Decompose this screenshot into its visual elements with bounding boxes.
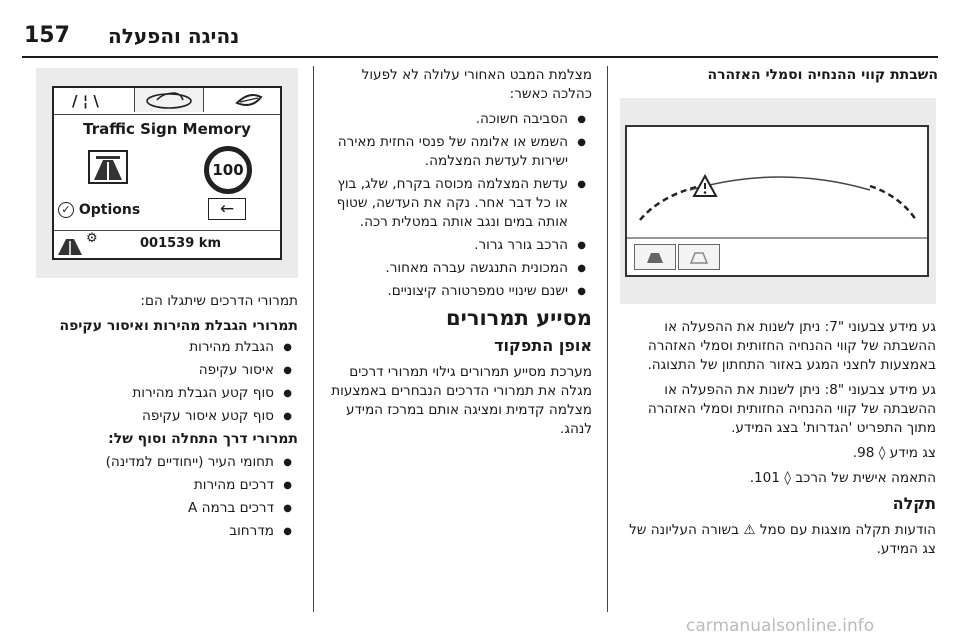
middle-column xyxy=(326,66,592,445)
right-column-body xyxy=(620,318,936,565)
eco-leaf-icon xyxy=(234,91,264,111)
list-item: ● סוף קטע הגבלת מהירות xyxy=(36,384,298,403)
divider-left xyxy=(313,66,314,612)
list-item: ● השמש או אלומה של פנסי החזית מאירה ישירות לעדשת המצלמה. xyxy=(326,133,592,171)
options-button[interactable] xyxy=(58,202,140,222)
subsection-title: אופן התפקוד xyxy=(494,336,592,355)
watermark: carmanualsonline.info xyxy=(686,616,875,636)
list-item: ● דרכים מהירות xyxy=(36,476,298,495)
highway-sign-icon xyxy=(88,150,128,184)
car-guideline-icon xyxy=(635,245,675,269)
bottom-bar xyxy=(54,230,280,259)
paragraph: גע מידע צבעוני "7: ניתן לשנות את ההפעלה או ההשבתה של קווי ההנחיה החזותית וסמלי האזהרה באמצעות לחצני המגע באזור התחתון של התצוגה. xyxy=(647,319,936,373)
left-subhead-1: תמרורי הגבלת מהירות ואיסור עקיפה xyxy=(59,318,298,334)
fault-heading: תקלה xyxy=(892,494,936,513)
divider-right xyxy=(607,66,608,612)
check-circle-icon: ✓ xyxy=(58,202,74,218)
back-arrow-icon: ← xyxy=(219,199,235,219)
car-guideline-off-icon xyxy=(679,245,719,269)
list-item: ● עדשת המצלמה מכוסה בקרח, שלג, בוץ או כל דבר אחר. נקה את העדשה, שטוף אותה במים ונגב אותה במטלית רכה. xyxy=(326,175,592,232)
right-column-heading: השבתת קווי ההנחיה וסמלי האזהרה xyxy=(707,67,938,83)
cross-reference: התאמה אישית של הרכב ◊ 101. xyxy=(749,470,936,486)
camera-image xyxy=(620,98,936,304)
left-intro: תמרורי הדרכים שיתגלו הם: xyxy=(140,293,298,309)
cross-reference: צג מידע ◊ 98. xyxy=(852,445,936,461)
list-item: ● הגבלת מהירות xyxy=(36,338,298,357)
camera-screen xyxy=(620,98,936,304)
display-title: Traffic Sign Memory xyxy=(83,120,251,138)
list-item: ● סוף קטע איסור עקיפה xyxy=(36,407,298,426)
paragraph: גע מידע צבעוני "8: ניתן לשנות את ההפעלה או ההשבתה של קווי ההנחיה החזותית וסמלי האזהרה מתוך התפריט 'הגדרות' בצג המידע. xyxy=(647,382,936,436)
sign-list-2 xyxy=(36,453,298,541)
list-item: ● מדרחוב xyxy=(36,522,298,541)
warning-triangle-icon xyxy=(692,174,718,198)
list-item: ● הסביבה חשוכה. xyxy=(326,110,592,129)
odometer-value: 001539 km xyxy=(140,236,221,251)
list-item: ● המכונית התנגשה עברה מאחור. xyxy=(326,259,592,278)
options-label: Options xyxy=(78,202,141,218)
list-item: ● דרכים ברמה A xyxy=(36,499,298,518)
page-number: 157 xyxy=(24,23,70,48)
sign-list-1 xyxy=(36,338,298,426)
top-icon-bar xyxy=(54,88,280,115)
display-image xyxy=(36,68,298,278)
speed-limit-sign xyxy=(204,146,252,194)
car-tab[interactable] xyxy=(134,88,204,112)
section-body: מערכת מסייע תמרורים גילוי תמרורי דרכים מגלה את תמרורי הדרכים הנבחרים באמצעות מצלמה קדמית ומציגה אותם במרכז המידע לנהג. xyxy=(331,364,592,437)
left-column-body xyxy=(36,292,298,545)
left-subhead-2: תמרורי דרך התחלה וסוף של: xyxy=(108,431,298,447)
middle-intro: מצלמת המבט האחורי עלולה לא לפעול כהלכה כאשר: xyxy=(361,67,592,102)
guideline-off-button[interactable] xyxy=(678,244,720,270)
fault-text: הודעות תקלה מוצגות עם סמל ⚠ בשורה העליונה של צג המידע. xyxy=(629,522,936,557)
section-title: מסייע תמרורים xyxy=(446,306,592,330)
list-item: ● תחומי העיר (ייחודיים למדינה) xyxy=(36,453,298,472)
speed-limit-value: 100 xyxy=(212,161,244,179)
guideline-button[interactable] xyxy=(634,244,676,270)
gear-icon: ⚙ xyxy=(86,231,98,246)
chapter-title: נהיגה והפעלה xyxy=(108,24,240,48)
highway-mini-icon xyxy=(56,233,84,257)
right-column xyxy=(620,66,938,91)
list-item: ● איסור עקיפה xyxy=(36,361,298,380)
no-overtaking-icon: / ¦ \ xyxy=(72,92,99,110)
list-item: ● ישנם שינויי טמפרטורה קיצוניים. xyxy=(326,282,592,301)
header-rule xyxy=(22,56,938,58)
list-item: ● הרכב גורר גרור. xyxy=(326,236,592,255)
display-screen xyxy=(52,86,282,260)
conditions-list xyxy=(326,110,592,301)
back-button[interactable] xyxy=(208,198,246,220)
car-icon xyxy=(135,88,203,112)
